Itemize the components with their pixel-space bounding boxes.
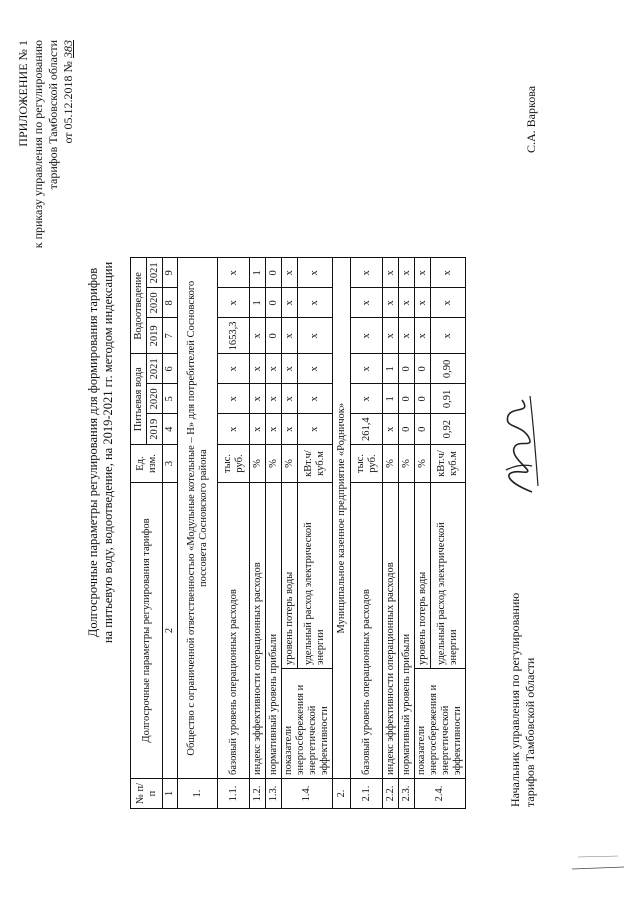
annex-date: от 05.12.2018 № (61, 61, 75, 144)
title-line-2: на питьевую воду, водоотведение, на 2019-2021 гг. методом индексации (101, 261, 115, 644)
table-header-row (131, 258, 147, 809)
position-line-1: Начальник управления по регулированию (508, 592, 522, 807)
value-cell: 0,92 (431, 414, 466, 445)
value-cell: х (383, 414, 399, 445)
year-cell: 2020 (147, 288, 163, 318)
row-param: базовый уровень операционных расходов (218, 483, 250, 779)
year-cell: 2021 (147, 258, 163, 288)
annex-header (16, 40, 76, 248)
section-row (178, 258, 218, 809)
value-cell: 1 (250, 288, 266, 318)
row-num: 2.2. (383, 779, 399, 809)
value-cell: х (298, 414, 333, 445)
row-unit: тыс. руб. (218, 445, 250, 483)
value-cell: х (298, 258, 333, 288)
header-sewer: Водоотведение (131, 258, 147, 354)
value-cell: х (383, 258, 399, 288)
table-row (415, 258, 431, 809)
value-cell: 1 (250, 258, 266, 288)
value-cell: х (399, 288, 415, 318)
scan-artifact-lines (568, 835, 628, 875)
row-num: 1.4. (282, 779, 333, 809)
value-cell: х (399, 258, 415, 288)
value-cell: х (431, 258, 466, 288)
value-cell: х (351, 288, 383, 318)
value-cell: х (415, 318, 431, 354)
table-row (282, 258, 298, 809)
header-param: Долгосрочные параметры регулирования тарифов (131, 483, 163, 779)
col-number: 2 (163, 483, 178, 779)
row-param: индекс эффективности операционных расходов (250, 483, 266, 779)
value-cell: 0,90 (431, 354, 466, 384)
value-cell: 0 (399, 414, 415, 445)
row-num: 2.3. (399, 779, 415, 809)
col-number: 9 (163, 258, 178, 288)
value-cell: 0 (415, 414, 431, 445)
section-num: 1. (178, 779, 218, 809)
signatory-position (508, 593, 538, 807)
section-row (333, 258, 351, 809)
value-cell: 0 (399, 354, 415, 384)
col-number: 6 (163, 354, 178, 384)
value-cell: х (351, 318, 383, 354)
table-row (383, 258, 399, 809)
row-unit: кВт.ч/куб.м (298, 445, 333, 483)
value-cell: 1 (383, 354, 399, 384)
header-water: Питьевая вода (131, 354, 147, 445)
value-cell: 0,91 (431, 384, 466, 414)
year-cell: 2019 (147, 414, 163, 445)
section-title: Муниципальное казенное предприятие «Родничок» (333, 258, 351, 779)
row-subparam: удельный расход электрической энергии (298, 483, 333, 669)
value-cell: х (431, 288, 466, 318)
value-cell: 1653,3 (218, 318, 250, 354)
value-cell: 261,4 (351, 414, 383, 445)
col-number: 4 (163, 414, 178, 445)
value-cell: х (250, 354, 266, 384)
value-cell: х (218, 288, 250, 318)
row-param: нормативный уровень прибыли (399, 483, 415, 779)
value-cell: 0 (266, 318, 282, 354)
value-cell: х (415, 288, 431, 318)
row-num: 2.4. (415, 779, 466, 809)
header-unit: Ед. изм. (131, 445, 163, 483)
section-num: 2. (333, 779, 351, 809)
value-cell: 1 (383, 384, 399, 414)
value-cell: х (298, 288, 333, 318)
table-row (351, 258, 383, 809)
col-number: 1 (163, 779, 178, 809)
row-num: 1.3. (266, 779, 282, 809)
value-cell: х (431, 318, 466, 354)
value-cell: 0 (399, 384, 415, 414)
row-param: нормативный уровень прибыли (266, 483, 282, 779)
column-number-row (163, 258, 178, 809)
row-unit: % (383, 445, 399, 483)
value-cell: 0 (266, 288, 282, 318)
value-cell: х (250, 384, 266, 414)
table-row (266, 258, 282, 809)
value-cell: х (282, 354, 298, 384)
value-cell: х (351, 258, 383, 288)
table-row (218, 258, 250, 809)
value-cell: х (218, 354, 250, 384)
order-number-handwritten: 383 (61, 40, 75, 58)
value-cell: х (399, 318, 415, 354)
value-cell: х (351, 354, 383, 384)
annex-date-line (61, 40, 76, 248)
value-cell: х (266, 414, 282, 445)
value-cell: х (218, 384, 250, 414)
row-subparam: уровень потерь воды (282, 483, 298, 669)
row-num: 2.1. (351, 779, 383, 809)
col-number: 5 (163, 384, 178, 414)
position-line-2: тарифов Тамбовской области (523, 657, 537, 807)
title-line-1: Долгосрочные параметры регулирования для формирования тарифов (86, 267, 100, 638)
value-cell: х (415, 258, 431, 288)
row-unit: % (266, 445, 282, 483)
row-param: показатели энергосбережения и энергетической эффективности (415, 669, 466, 779)
annex-authority-line: тарифов Тамбовской области (46, 40, 60, 190)
section-title: Общество с ограниченной ответственностью «Модульные котельные – Н» для потребителей Сосновского поссовета Сосновского района (178, 258, 218, 779)
value-cell: х (383, 288, 399, 318)
year-cell: 2021 (147, 354, 163, 384)
table-row (399, 258, 415, 809)
value-cell: 0 (415, 354, 431, 384)
handwritten-signature (492, 390, 552, 500)
tariff-parameters-table (130, 257, 466, 809)
col-number: 8 (163, 288, 178, 318)
value-cell: х (218, 258, 250, 288)
year-cell: 2020 (147, 384, 163, 414)
value-cell: х (282, 258, 298, 288)
value-cell: х (383, 318, 399, 354)
col-number: 7 (163, 318, 178, 354)
value-cell: х (250, 414, 266, 445)
row-param: базовый уровень операционных расходов (351, 483, 383, 779)
table-row (250, 258, 266, 809)
row-unit: % (250, 445, 266, 483)
col-number: 3 (163, 445, 178, 483)
row-subparam: удельный расход электрической энергии (431, 483, 466, 669)
value-cell: х (282, 384, 298, 414)
header-num: № п/п (131, 779, 163, 809)
row-num: 1.2. (250, 779, 266, 809)
row-unit: % (282, 445, 298, 483)
row-unit: % (415, 445, 431, 483)
row-unit: кВт.ч/куб.м (431, 445, 466, 483)
value-cell: х (282, 414, 298, 445)
value-cell: х (282, 288, 298, 318)
value-cell: х (266, 384, 282, 414)
annex-title: ПРИЛОЖЕНИЕ № 1 (16, 40, 30, 147)
value-cell: х (250, 318, 266, 354)
row-param: индекс эффективности операционных расходов (383, 483, 399, 779)
value-cell: х (218, 414, 250, 445)
annex-order-line: к приказу управления по регулированию (31, 40, 45, 249)
value-cell: х (298, 384, 333, 414)
signatory-name: С.А. Варкова (524, 85, 538, 153)
document-title (86, 0, 116, 905)
row-unit: тыс. руб. (351, 445, 383, 483)
year-cell: 2019 (147, 318, 163, 354)
value-cell: х (266, 354, 282, 384)
row-param: показатели энергосбережения и энергетической эффективности (282, 669, 333, 779)
row-unit: % (399, 445, 415, 483)
row-num: 1.1. (218, 779, 250, 809)
row-subparam: уровень потерь воды (415, 483, 431, 669)
value-cell: 0 (415, 384, 431, 414)
value-cell: х (298, 318, 333, 354)
value-cell: х (351, 384, 383, 414)
value-cell: х (298, 354, 333, 384)
value-cell: х (282, 318, 298, 354)
value-cell: 0 (266, 258, 282, 288)
